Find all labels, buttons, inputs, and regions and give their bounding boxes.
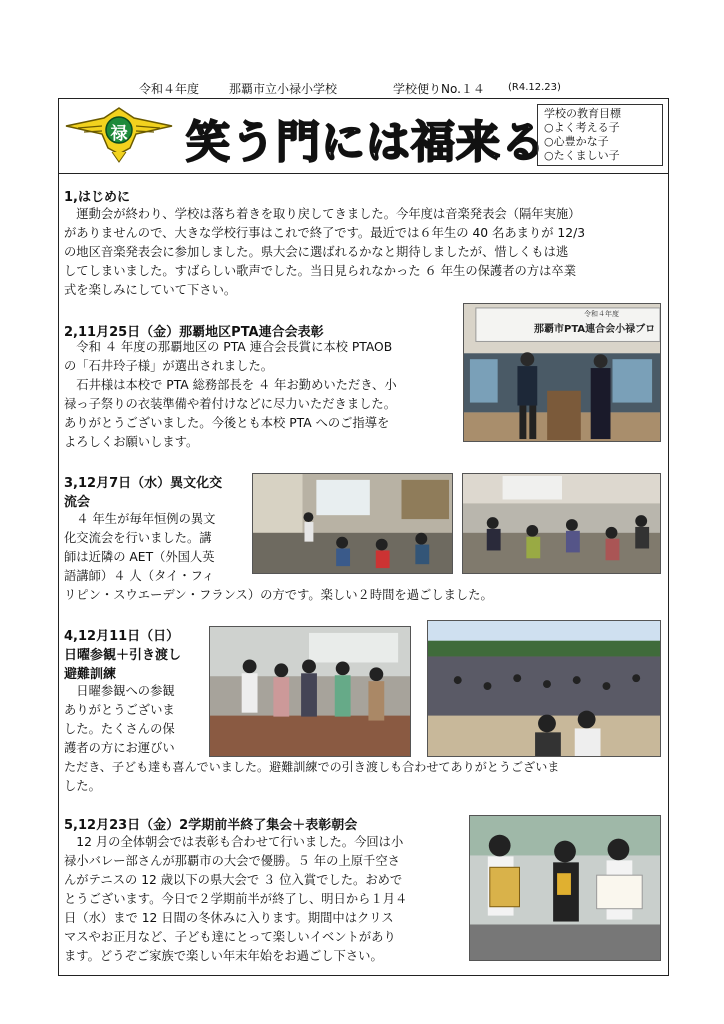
photo-banner-text: 那覇市PTA連合会小禄ブロ [534, 324, 656, 335]
section-3-heading-line2: 流会 [64, 495, 91, 510]
text-fragment: ただき、子ども達も喜んでいました。避難訓練での引き渡しも合わせてありがとうござ [64, 760, 536, 774]
section-4-heading-line2: 日曜参観＋引き渡し [64, 648, 182, 663]
goals-heading: 学校の教育目標 [544, 107, 621, 120]
text-line: がありませんので、大きな学校行事はこれで終了です。最近では６年生の 40 名あまりが 12/3 [64, 226, 586, 240]
text-line: 式を楽しみにしていて下さい。 [64, 283, 237, 297]
header-date: (R4.12.23) [508, 82, 561, 93]
text-line: 師は近隣の AET（外国人英 [64, 550, 215, 564]
newsletter-title: 笑う門には福来る [186, 117, 546, 168]
text-line: よろしくお願いします。 [64, 435, 199, 449]
photo-sunday-visit [209, 626, 411, 757]
text-line: 日曜参観への参観 [64, 684, 175, 698]
photo-cultural-exchange-2 [462, 473, 661, 574]
text-fragment: いま [535, 760, 560, 774]
header-school: 那覇市立小禄小学校 [229, 82, 338, 96]
text-line: 運動会が終わり、学校は落ち着きを取り戻してきました。今年度は音楽発表会（隔年実施） [64, 207, 581, 221]
photo-cultural-exchange-1 [252, 473, 453, 574]
section-3-full-line: リピン・スウエーデン・フランス）の方です。楽しい２時間を過ごしました。 [64, 588, 493, 602]
text-line: 12 月の全体朝会では表彰も合わせて行いました。今回は小 [64, 835, 404, 849]
school-emblem [64, 104, 174, 166]
goal-item: ○たくましい子 [544, 149, 620, 162]
text-line: の「石井玲子様」が選出されました。 [64, 359, 274, 373]
emblem-char: 禄 [110, 124, 128, 144]
photo-award-ceremony [469, 815, 661, 961]
text-line: の地区音楽発表会に参加しました。県大会に選ばれるかなと期待しましたが、惜しくもは逃 [64, 245, 569, 259]
section-4-heading-line1: 4,12月11日（日） [64, 629, 180, 644]
text-line: ありがとうございま [64, 703, 175, 717]
text-line: した。たくさんの保 [64, 722, 175, 736]
text-line: んがテニスの 12 歳以下の県大会で ３ 位入賞でした。おめで [64, 873, 403, 887]
section-2-heading: 2,11月25日（金）那覇地区PTA連合会表彰 [64, 325, 324, 340]
section-5-heading: 5,12月23日（金）2学期前半終了集会＋表彰朝会 [64, 818, 358, 833]
text-line: ４ 年生が毎年恒例の異文 [64, 512, 216, 526]
text-line: ます。どうぞご家族で楽しい年末年始をお過ごし下さい。 [64, 949, 383, 963]
text-line: 令和 ４ 年度の那覇地区の PTA 連合会長賞に本校 PTAOB [64, 340, 393, 354]
text-line: 石井様は本校で PTA 総務部長を ４ 年お勤めいただき、小 [64, 378, 397, 392]
text-line: マスやお正月など、子ども達にとって楽しいイベントがあり [64, 930, 396, 944]
text-line: 日（水）まで 12 日間の冬休みに入ります。期間中はクリス [64, 911, 394, 925]
text-line: 禄っ子祭りの衣装準備や着付けなどに尽力いただきました。 [64, 397, 397, 411]
photo-evacuation-drill [427, 620, 661, 757]
section-1-heading: 1,はじめに [64, 190, 130, 205]
goal-item: ○よく考える子 [544, 121, 620, 134]
text-line: とうございます。今日で２学期前半が終了し、明日から１月４ [64, 892, 408, 906]
education-goals-box [537, 104, 663, 166]
text-line: 語講師）４ 人（タイ・フィ [64, 569, 215, 583]
section-1-body [64, 205, 664, 300]
header-year: 令和４年度 [139, 82, 200, 96]
text-line: 禄小バレー部さんが那覇市の大会で優勝。５ 年の上原千空さ [64, 854, 400, 868]
section-3-heading-line1: 3,12月7日（水）異文化交 [64, 476, 223, 491]
section-3-body [64, 510, 252, 586]
photo-banner-small-text: 令和４年度 [584, 310, 619, 318]
text-line: 化交流会を行いました。講 [64, 531, 212, 545]
goal-item: ○心豊かな子 [544, 135, 609, 148]
text-line: ありがとうございました。今後とも本校 PTA へのご指導を [64, 416, 390, 430]
section-4-body [64, 682, 209, 758]
section-5-body [64, 833, 466, 966]
photo-pta-award [463, 303, 661, 442]
header-newsletter-no: 学校便りNo.１４ [393, 82, 485, 96]
text-line: 護者の方にお運びい [64, 741, 175, 755]
section-4-full-line-1 [64, 758, 559, 777]
text-line: してしまいました。すばらしい歌声でした。当日見られなかった ６ 年生の保護者の方は卒業 [64, 264, 576, 278]
section-4-heading-line3: 避難訓練 [64, 667, 117, 682]
section-2-body [64, 338, 459, 452]
section-4-full-line-2: した。 [64, 779, 101, 793]
